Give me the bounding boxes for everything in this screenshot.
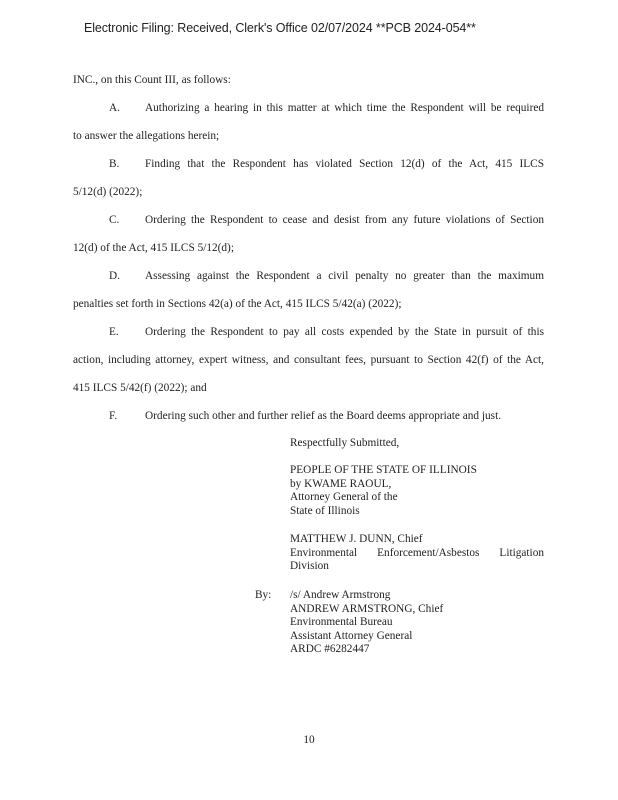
signature-block-attorney xyxy=(290,589,544,657)
item-text-line: Ordering such other and further relief as the Board deems appropriate and just. xyxy=(145,410,502,422)
signature-line: Assistant Attorney General xyxy=(290,629,413,642)
item-text-line: Authorizing a hearing in this matter at which time the Respondent will be required xyxy=(145,102,544,114)
signature-block-chief xyxy=(290,533,544,574)
item-text-line: penalties set forth in Sections 42(a) of the Act, 415 ILCS 5/42(a) (2022); xyxy=(73,298,402,310)
signature-closing: Respectfully Submitted, xyxy=(290,437,400,449)
by-label: By: xyxy=(255,589,272,601)
item-letter: F. xyxy=(109,410,118,422)
e-signature: /s/ Andrew Armstrong xyxy=(290,589,391,601)
signature-line: ANDREW ARMSTRONG, Chief xyxy=(290,602,444,615)
filing-stamp-header: Electronic Filing: Received, Clerk's Office 02/07/2024 **PCB 2024-054** xyxy=(84,21,476,35)
page-number: 10 xyxy=(303,734,315,746)
signature-line: Division xyxy=(290,560,329,572)
signature-line: MATTHEW J. DUNN, Chief xyxy=(290,533,423,545)
item-letter: E. xyxy=(109,326,119,338)
item-letter: B. xyxy=(109,158,120,170)
item-text-line: Finding that the Respondent has violated Section 12(d) of the Act, 415 ILCS xyxy=(145,158,544,170)
item-text-line: Ordering the Respondent to cease and desist from any future violations of Section xyxy=(145,214,544,226)
item-text-line: Ordering the Respondent to pay all costs expended by the State in pursuit of this xyxy=(145,326,544,338)
item-text-line: 5/12(d) (2022); xyxy=(73,186,143,198)
item-text-line: 12(d) of the Act, 415 ILCS 5/12(d); xyxy=(73,242,234,254)
signature-block-people xyxy=(290,464,544,518)
signature-line: PEOPLE OF THE STATE OF ILLINOIS xyxy=(290,464,477,476)
item-text-line: 415 ILCS 5/42(f) (2022); and xyxy=(73,382,207,394)
item-letter: D. xyxy=(109,270,120,282)
item-text-line: Assessing against the Respondent a civil penalty no greater than the maximum xyxy=(145,270,544,282)
item-letter: C. xyxy=(109,214,120,226)
item-text-line: action, including attorney, expert witness, and consultant fees, pursuant to Section 42(f) of the Act, xyxy=(73,354,544,366)
signature-line: by KWAME RAOUL, xyxy=(290,477,392,490)
signature-line: Environmental Bureau xyxy=(290,616,393,628)
signature-line: Attorney General of the xyxy=(290,491,398,503)
intro-line: INC., on this Count III, as follows: xyxy=(73,74,231,86)
item-text-line: to answer the allegations herein; xyxy=(73,130,220,142)
item-letter: A. xyxy=(109,102,120,114)
signature-line: Environmental Enforcement/Asbestos Litigation xyxy=(290,546,544,559)
signature-line: ARDC #6282447 xyxy=(290,643,370,655)
signature-line: State of Illinois xyxy=(290,504,360,517)
